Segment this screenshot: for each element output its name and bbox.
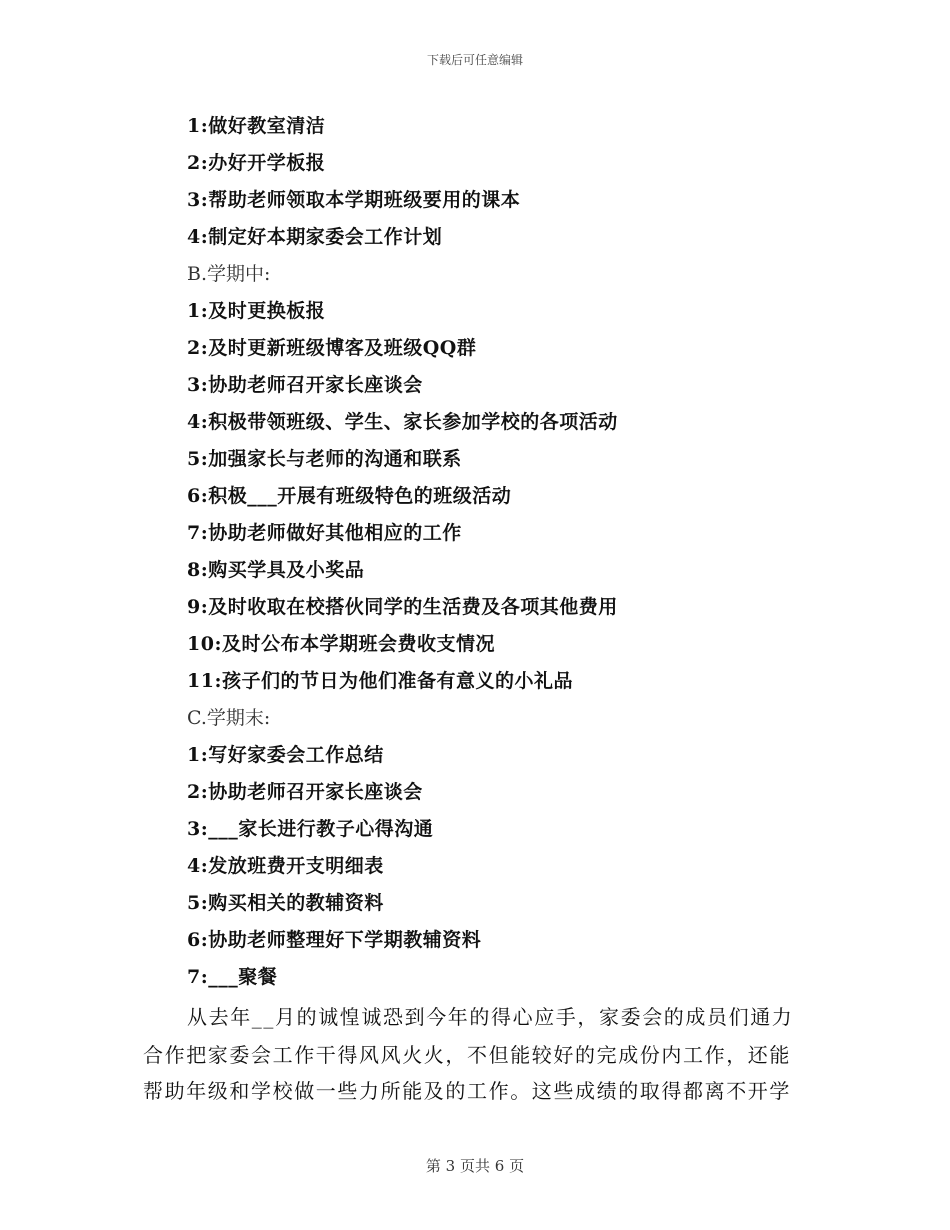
section-heading: C.学期末: <box>187 707 271 729</box>
list-item: 5:购买相关的教辅资料 <box>187 892 384 914</box>
page-header: 下载后可任意编辑 <box>426 53 523 67</box>
list-item: 4:积极带领班级、学生、家长参加学校的各项活动 <box>187 411 618 433</box>
section-heading: B.学期中: <box>187 263 271 285</box>
list-item: 2:办好开学板报 <box>187 152 326 174</box>
paragraph-line: 从去年__月的诚惶诚恐到今年的得心应手，家委会的成员们通力 <box>187 1005 794 1029</box>
list-item: 2:协助老师召开家长座谈会 <box>187 781 423 803</box>
paragraph-line: 帮助年级和学校做一些力所能及的工作。这些成绩的取得都离不开学 <box>143 1079 791 1103</box>
list-item: 4:发放班费开支明细表 <box>187 855 384 877</box>
list-item: 7:协助老师做好其他相应的工作 <box>187 522 462 544</box>
list-item: 9:及时收取在校搭伙同学的生活费及各项其他费用 <box>187 596 618 618</box>
list-item: 6:协助老师整理好下学期教辅资料 <box>187 929 482 951</box>
list-item: 1:及时更换板报 <box>187 300 326 322</box>
list-item: 7:___聚餐 <box>187 966 278 988</box>
list-item: 3:帮助老师领取本学期班级要用的课本 <box>187 189 521 211</box>
list-item: 2:及时更新班级博客及班级QQ群 <box>187 337 477 359</box>
list-item: 5:加强家长与老师的沟通和联系 <box>187 448 462 470</box>
list-item: 11:孩子们的节日为他们准备有意义的小礼品 <box>187 670 573 692</box>
list-item: 3:___家长进行教子心得沟通 <box>187 818 434 840</box>
list-item: 10:及时公布本学期班会费收支情况 <box>187 633 495 655</box>
list-item: 8:购买学具及小奖品 <box>187 559 365 581</box>
list-item: 4:制定好本期家委会工作计划 <box>187 226 443 248</box>
list-item: 3:协助老师召开家长座谈会 <box>187 374 423 396</box>
page-footer: 第 3 页共 6 页 <box>425 1157 525 1175</box>
list-item: 1:写好家委会工作总结 <box>187 744 384 766</box>
list-item: 1:做好教室清洁 <box>187 115 326 137</box>
paragraph-line: 合作把家委会工作干得风风火火，不但能较好的完成份内工作，还能 <box>143 1043 791 1067</box>
list-item: 6:积极___开展有班级特色的班级活动 <box>187 485 512 507</box>
